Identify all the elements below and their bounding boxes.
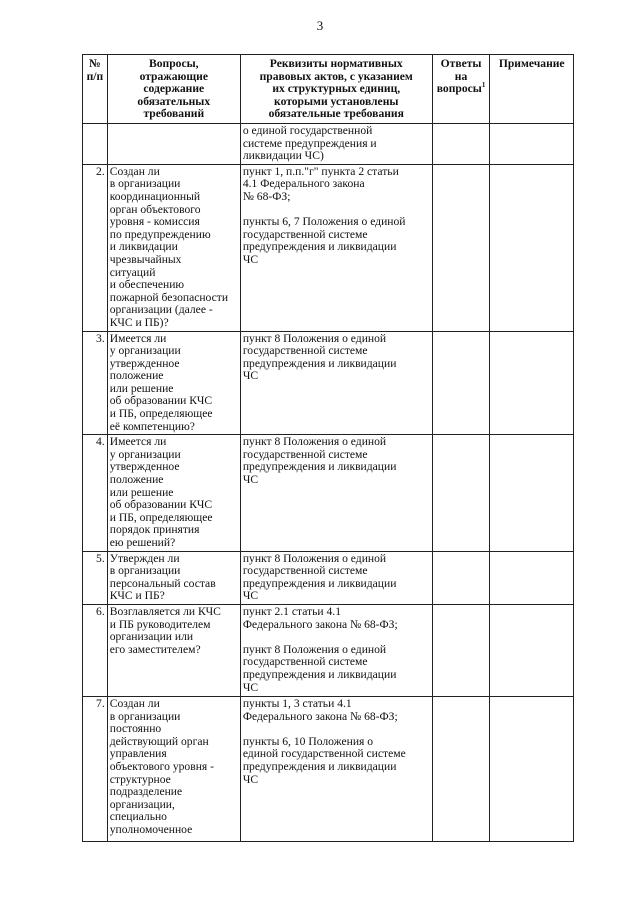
row-answer[interactable] <box>432 604 490 696</box>
row-answer[interactable] <box>432 331 490 435</box>
row-question: Имеется ли у организации утвержденное положение или решение об образовании КЧС и ПБ, определяющее её компетенцию? <box>107 331 240 435</box>
row-num: 7. <box>83 696 108 841</box>
header-answer-text: Ответы на вопросы <box>436 57 482 96</box>
table-row <box>83 696 574 841</box>
table-row <box>83 435 574 551</box>
row-answer[interactable] <box>432 551 490 604</box>
row-note[interactable] <box>490 551 574 604</box>
row-note[interactable] <box>490 331 574 435</box>
row-question <box>107 124 240 165</box>
page-number: 3 <box>316 18 324 33</box>
row-reference: о единой государственной системе предупреждения и ликвидации ЧС) <box>240 124 432 165</box>
row-reference: пункт 8 Положения о единой государственной системе предупреждения и ликвидации ЧС <box>240 435 432 551</box>
table-row <box>83 124 574 165</box>
row-note[interactable] <box>490 604 574 696</box>
table-header-row <box>83 55 574 124</box>
footnote-mark: 1 <box>481 81 486 90</box>
row-answer[interactable] <box>432 164 490 331</box>
header-answer <box>432 55 490 124</box>
row-note[interactable] <box>490 435 574 551</box>
row-question: Возглавляется ли КЧС и ПБ руководителем организации или его заместителем? <box>107 604 240 696</box>
row-num: 5. <box>83 551 108 604</box>
row-question: Создан ли в организации координационный орган объектового уровня - комиссия по предупреждению и ликвидации чрезвычайных ситуаций и обеспечению пожарной безопасности организации (далее - КЧС и ПБ)? <box>107 164 240 331</box>
row-reference: пункт 8 Положения о единой государственной системе предупреждения и ликвидации ЧС <box>240 551 432 604</box>
row-num: 6. <box>83 604 108 696</box>
header-num: № п/п <box>83 55 108 124</box>
table-row <box>83 164 574 331</box>
row-reference: пункт 2.1 статьи 4.1 Федерального закона № 68-ФЗ; пункт 8 Положения о единой государственной системе предупреждения и ликвидации ЧС <box>240 604 432 696</box>
row-answer[interactable] <box>432 435 490 551</box>
row-note[interactable] <box>490 124 574 165</box>
row-num <box>83 124 108 165</box>
row-question: Утвержден ли в организации персональный состав КЧС и ПБ? <box>107 551 240 604</box>
row-num: 4. <box>83 435 108 551</box>
row-answer[interactable] <box>432 696 490 841</box>
requirements-checklist-table <box>82 54 574 842</box>
table-row <box>83 551 574 604</box>
row-num: 3. <box>83 331 108 435</box>
row-answer[interactable] <box>432 124 490 165</box>
row-reference: пункт 1, п.п."г" пункта 2 статьи 4.1 Федерального закона № 68-ФЗ; пункты 6, 7 Положения о единой государственной системе предупреждения и ликвидации ЧС <box>240 164 432 331</box>
row-note[interactable] <box>490 696 574 841</box>
header-note: Примечание <box>490 55 574 124</box>
header-question: Вопросы, отражающие содержание обязательных требований <box>107 55 240 124</box>
row-reference: пункты 1, 3 статьи 4.1 Федерального закона № 68-ФЗ; пункты 6, 10 Положения о единой государственной системе предупреждения и ликвидации ЧС <box>240 696 432 841</box>
row-note[interactable] <box>490 164 574 331</box>
table-row <box>83 331 574 435</box>
header-reference: Реквизиты нормативных правовых актов, с указанием их структурных единиц, которыми установлены обязательные требования <box>240 55 432 124</box>
table-row <box>83 604 574 696</box>
row-reference: пункт 8 Положения о единой государственной системе предупреждения и ликвидации ЧС <box>240 331 432 435</box>
row-question: Создан ли в организации постоянно действующий орган управления объектового уровня - структурное подразделение организации, специально уполномоченное <box>107 696 240 841</box>
row-num: 2. <box>83 164 108 331</box>
row-question: Имеется ли у организации утвержденное положение или решение об образовании КЧС и ПБ, определяющее порядок принятия ею решений? <box>107 435 240 551</box>
